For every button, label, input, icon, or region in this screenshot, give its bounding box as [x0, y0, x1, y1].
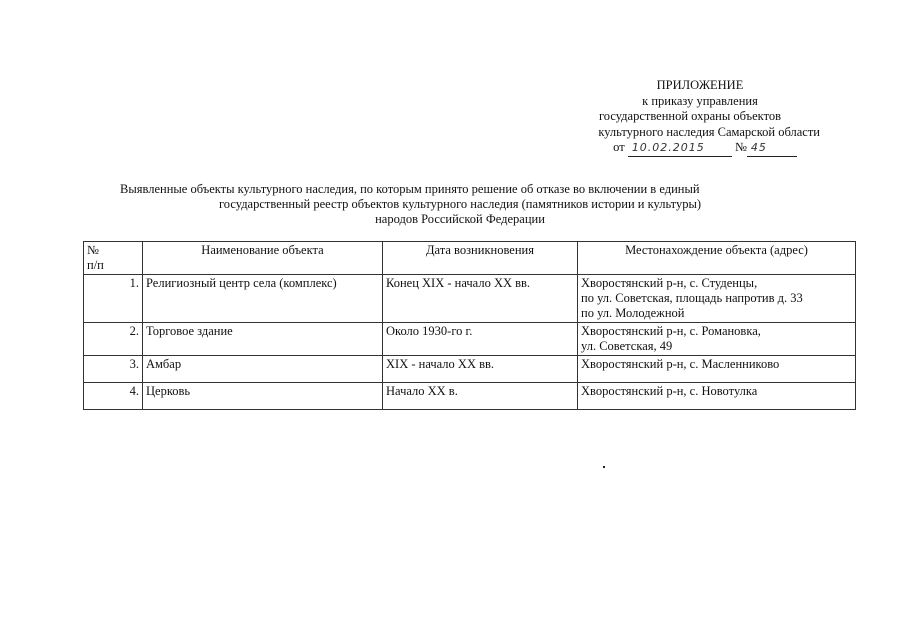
row-date: Около 1930-го г.: [383, 323, 578, 356]
number-label: №: [734, 140, 747, 154]
address-line: Хворостянский р-н, с. Масленниково: [581, 357, 780, 371]
address-line: по ул. Молодежной: [581, 306, 685, 320]
row-name: Торговое здание: [143, 323, 383, 356]
handwritten-date: 10.02.2015: [628, 140, 732, 157]
document-heading: [120, 182, 800, 227]
address-line: ул. Советская, 49: [581, 339, 673, 353]
stray-dot-mark: [603, 466, 605, 468]
address-line: Хворостянский р-н, с. Новотулка: [581, 384, 758, 398]
row-address: [578, 383, 856, 410]
from-label: от: [613, 140, 625, 154]
row-address: [578, 323, 856, 356]
header-number-line-1: №: [87, 243, 99, 257]
table-header-row: [84, 242, 856, 275]
appendix-date-number-line: [520, 140, 820, 157]
row-number: 2.: [84, 323, 143, 356]
row-number: 1.: [84, 275, 143, 323]
table-row: [84, 383, 856, 410]
appendix-line-2: к приказу управления: [642, 93, 758, 108]
table-row: [84, 275, 856, 323]
row-name: Религиозный центр села (комплекс): [143, 275, 383, 323]
address-line: по ул. Советская, площадь напротив д. 33: [581, 291, 803, 305]
header-date: Дата возникновения: [383, 242, 578, 275]
handwritten-number: 45: [747, 140, 797, 157]
table-row: [84, 323, 856, 356]
address-line: Хворостянский р-н, с. Студенцы,: [581, 276, 758, 290]
header-address: Местонахождение объекта (адрес): [578, 242, 856, 275]
table-row: [84, 356, 856, 383]
row-address: [578, 275, 856, 323]
row-number: 3.: [84, 356, 143, 383]
appendix-line-4: культурного наследия Самарской области: [598, 124, 820, 139]
objects-table: [83, 241, 856, 410]
row-name: Церковь: [143, 383, 383, 410]
appendix-block: [520, 78, 820, 157]
heading-line-3: народов Российской Федерации: [375, 212, 545, 226]
header-number-line-2: п/п: [87, 258, 104, 272]
heading-line-2: государственный реестр объектов культурного наследия (памятников истории и культуры): [218, 197, 702, 211]
row-date: Начало XX в.: [383, 383, 578, 410]
heading-line-1: Выявленные объекты культурного наследия, по которым принято решение об отказе во включении в единый: [120, 182, 700, 196]
row-number: 4.: [84, 383, 143, 410]
row-date: XIX - начало XX вв.: [383, 356, 578, 383]
row-name: Амбар: [143, 356, 383, 383]
header-number: [84, 242, 143, 275]
header-name: Наименование объекта: [143, 242, 383, 275]
row-date: Конец XIX - начало XX вв.: [383, 275, 578, 323]
address-line: Хворостянский р-н, с. Романовка,: [581, 324, 761, 338]
row-address: [578, 356, 856, 383]
appendix-line-3: государственной охраны объектов: [598, 109, 782, 123]
appendix-title: ПРИЛОЖЕНИЕ: [656, 78, 744, 92]
